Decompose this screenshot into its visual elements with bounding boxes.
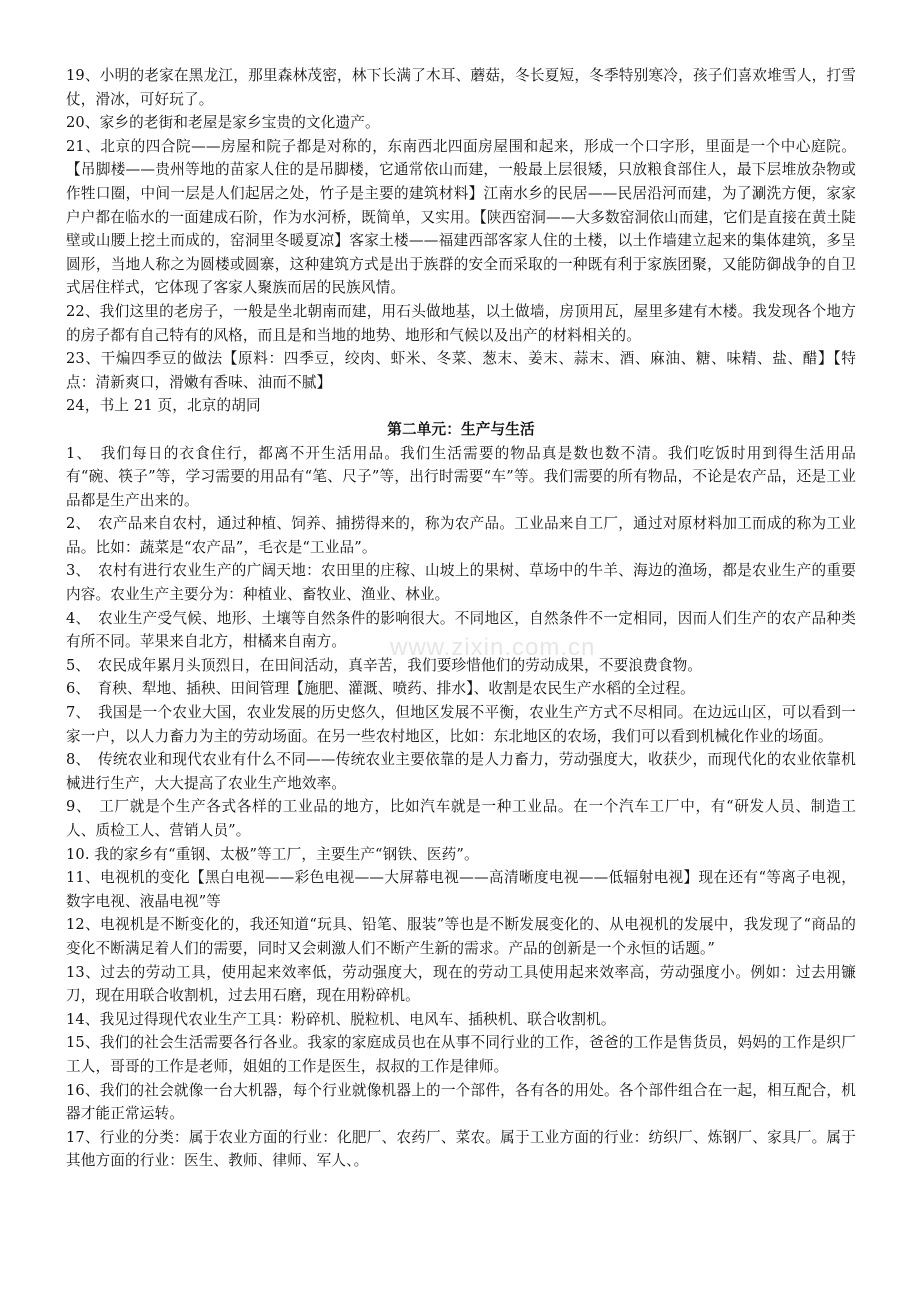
unit2-item-6: 6、 育秧、犁地、插秧、田间管理【施肥、灌溉、喷药、排水】、收割是农民生产水稻的全过程。	[66, 680, 695, 698]
unit2-item-1: 1、 我们每日的衣食住行，都离不开生活用品。我们生活需要的物品真是数也数不清。我们吃饭时用到得生活用品有“碗、筷子”等，学习需要的用品有“笔、尺子”等，出行时需要“车”等。我们需要的所有物品，不论是农产品，还是工业品都是生产出来的。	[66, 444, 856, 509]
unit2-item-3: 3、 农村有进行农业生产的广阔天地：农田里的庄稼、山坡上的果树、草场中的牛羊、海边的渔场，都是农业生产的重要内容。农业生产主要分为：种植业、畜牧业、渔业、林业。	[66, 562, 856, 604]
unit-heading: 第二单元：生产与生活	[387, 420, 535, 438]
paragraph-19: 19、小明的老家在黑龙江，那里森林茂密，林下长满了木耳、蘑菇，冬长夏短，冬季特别寒冷，孩子们喜欢堆雪人，打雪仗，滑冰，可好玩了。	[66, 67, 856, 108]
unit2-item-5: 5、 农民成年累月头顶烈日，在田间活动，真辛苦，我们要珍惜他们的劳动成果，不要浪费食物。	[66, 656, 703, 674]
unit2-item-11: 11、电视机的变化【黑白电视——彩色电视——大屏幕电视——高清晰度电视——低辐射电视】现在还有“等离子电视，数字电视、液晶电视”等	[66, 869, 856, 910]
paragraph-22: 22、我们这里的老房子，一般是坐北朝南而建，用石头做地基，以土做墙，房顶用瓦，屋里多建有木楼。我发现各个地方的房子都有自己特有的风格，而且是和当地的地势、地形和气候以及出产的材料相关的。	[66, 302, 856, 344]
paragraph-20: 20、家乡的老街和老屋是家乡宝贵的文化遗产。	[66, 114, 380, 132]
watermark: www.zixin.com.cn	[390, 634, 596, 661]
unit2-item-13: 13、过去的劳动工具，使用起来效率低，劳动强度大，现在的劳动工具使用起来效率高，劳动强度小。例如：过去用镰刀，现在用联合收割机，过去用石磨，现在用粉碎机。	[66, 963, 856, 1005]
paragraph-21: 21、北京的四合院——房屋和院子都是对称的，东南西北四面房屋围和起来，形成一个口字形，里面是一个中心庭院。【吊脚楼——贵州等地的苗家人住的是吊脚楼，它通常依山而建，一般最上层很矮，只放粮食部住人，最下层堆放杂物或作牲口圈，中间一层是人们起居之处，竹子是主要的建筑材料】江南水乡的民居——民居沿河而建，为了涮洗方便，家家户户都在临水的一面建成石阶，作为水河桥，既简单，又实用。【陕西窑洞——大多数窑洞依山而建，它们是直接在黄土陡壁或山腰上挖土而成的，窑洞里冬暖夏凉】客家土楼——福建西部客家人住的土楼，以土作墙建立起来的集体建筑，多呈圆形，当地人称之为圆楼或圆寨，这种建筑方式是出于族群的安全而采取的一种既有利于家族团聚，又能防御战争的自卫式居住样式，它体现了客家人聚族而居的民族风情。	[66, 137, 856, 297]
paragraph-24: 24，书上 21 页，北京的胡同	[66, 397, 261, 415]
unit2-item-8: 8、 传统农业和现代农业有什么不同——传统农业主要依靠的是人力畜力，劳动强度大，收获少，而现代化的农业依靠机械进行生产，大大提高了农业生产地效率。	[66, 751, 856, 792]
unit2-item-4: 4、 农业生产受气候、地形、土壤等自然条件的影响很大。不同地区，自然条件不一定相同，因而人们生产的农产品种类有所不同。苹果来自北方，柑橘来自南方。	[66, 609, 856, 651]
unit2-item-9: 9、 工厂就是个生产各式各样的工业品的地方，比如汽车就是一种工业品。在一个汽车工厂中，有“研发人员、制造工人、质检工人、营销人员”。	[66, 798, 856, 839]
unit2-item-16: 16、我们的社会就像一台大机器，每个行业就像机器上的一个部件，各有各的用处。各个部件组合在一起，相互配合，机器才能正常运转。	[66, 1081, 856, 1123]
unit2-item-17: 17、行业的分类：属于农业方面的行业：化肥厂、农药厂、菜农。属于工业方面的行业：纺织厂、炼钢厂、家具厂。属于其他方面的行业：医生、教师、律师、军人、。	[66, 1128, 856, 1170]
document-page	[66, 64, 856, 1173]
unit2-item-10: 10. 我的家乡有“重钢、太极”等工厂，主要生产“钢铁、医药”。	[66, 845, 479, 863]
unit2-item-15: 15、我们的社会生活需要各行各业。我家的家庭成员也在从事不同行业的工作，爸爸的工作是售货员，妈妈的工作是织厂工人，哥哥的工作是老师，姐姐的工作是医生，叔叔的工作是律师。	[66, 1034, 856, 1075]
unit2-item-12: 12、电视机是不断变化的，我还知道“玩具、铅笔、服装”等也是不断发展变化的、从电视机的发展中，我发现了“商品的变化不断满足着人们的需要，同时又会刺激人们不断产生新的需求。产品的创新是一个永恒的话题。”	[66, 916, 856, 957]
unit2-item-7: 7、 我国是一个农业大国，农业发展的历史悠久，但地区发展不平衡，农业生产方式不尽相同。在边远山区，可以看到一家一户，以人力畜力为主的劳动场面。在另一些农村地区，比如：东北地区的农场，我们可以看到机械化作业的场面。	[66, 704, 856, 745]
unit2-item-2: 2、 农产品来自农村，通过种植、饲养、捕捞得来的，称为农产品。工业品来自工厂，通过对原材料加工而成的称为工业品。比如：蔬菜是“农产品”，毛衣是“工业品”。	[66, 515, 856, 556]
unit2-item-14: 14、我见过得现代农业生产工具：粉碎机、脱粒机、电风车、插秧机、联合收割机。	[66, 1010, 616, 1028]
paragraph-23: 23、干煸四季豆的做法【原料：四季豆，绞肉、虾米、冬菜、葱末、姜末、蒜末、酒、麻油、糖、味精、盐、醋】【特点：清新爽口，滑嫩有香味、油而不腻】	[66, 350, 856, 391]
